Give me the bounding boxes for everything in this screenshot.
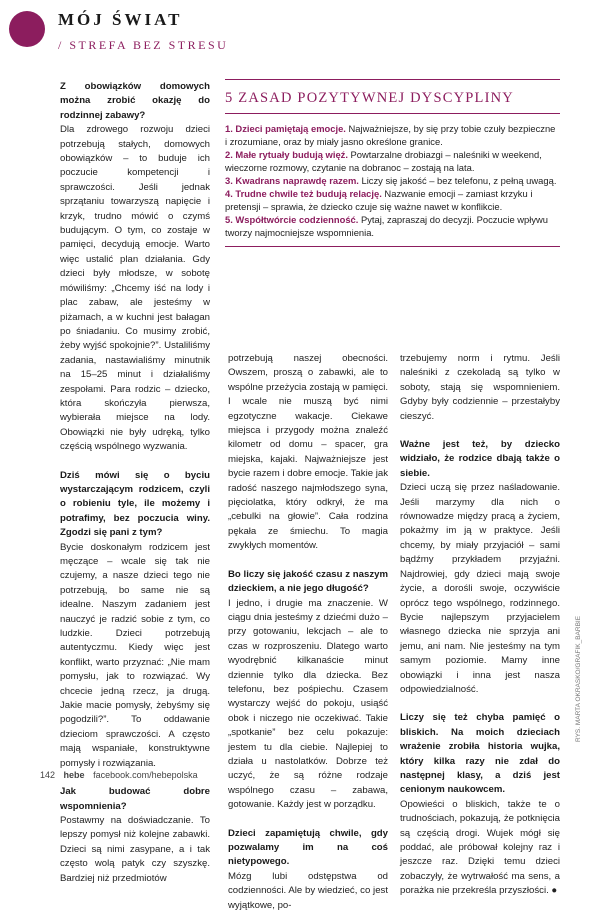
rule-item: 3. Kwadrans naprawdę razem. Liczy się jakość – bez telefonu, z pełną uwagą. — [225, 175, 557, 186]
rules-box — [225, 79, 560, 247]
rule-item: 5. Współtwórcie codzienność. Pytaj, zapraszaj do decyzji. Poczucie wpływu tworzy najmocniejsze wspomnienia. — [225, 214, 549, 238]
brand-name: hebe — [63, 770, 85, 780]
question-3: Jak budować dobre wspomnienia? — [60, 786, 210, 812]
answer-5-cont: trzebujemy norm i rytmu. Jeśli naleśniki z czekoladą są tylko w soboty, stają się wspomnieniem. Gdyby były codziennie – przestałyby cieszyć. — [400, 353, 560, 422]
question-6: Ważne jest też, by dziecko widziało, że rodzice dbają także o siebie. — [400, 439, 560, 479]
section-dot — [9, 11, 45, 47]
section-title: MÓJ ŚWIAT — [58, 10, 183, 29]
answer-3: Postawmy na doświadczanie. To lepszy pomysł niż kolejne zabawki. Dzieci są nimi zasypane, a i tak często wolą patyk czy szyszkę. Bardziej niż przedmiotów — [60, 814, 210, 884]
article-column-2 — [228, 352, 388, 913]
illustration-credit: RYS. MARTA OKRASKO/GRAFIK_BARBIE — [575, 615, 582, 742]
section-subtitle: / STREFA BEZ STRESU — [58, 38, 229, 52]
rule-item: 2. Małe rytuały budują więź. Powtarzalne drobiazgi – naleśniki w weekend, wieczorne rozmowy, czytanie na dobranoc – zostają na lata. — [225, 149, 542, 173]
answer-7: Opowieści o bliskich, także te o trudnościach, pokazują, że potknięcia są częścią drogi. Wujek mógł się poddać, ale próbował kolejny raz i jeszcze raz. Dzięki temu dzieci zobaczyły, że wytrwałość ma sens, a porażka nie przekreśla przyszłości. ● — [400, 798, 560, 897]
answer-1: Dla zdrowego rozwoju dzieci potrzebują stałych, domowych obowiązków – to buduje ich poczucie kompetencji i sprawczości. Jeśli jednak sprzątaniu towarzyszą napięcie i krzyk, trudno mówić o czymś budującym. O tym, co zostaje w pamięci, decydują emocje. Warto więc ustalić plan działania. Gdy dzieci były młodsze, w sobotę mówiliśmy: „Chcemy iść na lody i plac zabaw, ale jesteśmy w piżamach, a w kuchni jest bałagan po śniadaniu. Co musimy zrobić, żeby wyjść spokojnie?”. Ustaliliśmy zadania, nastawialiśmy minutnik na 15–25 minut i działaliśmy zespołami. Para rodzic – dziecko, która skończyła pierwsza, wybierała miejsce na lody. Obowiązki nie były udręką, tylko częścią wspólnego wyzwania. — [60, 124, 210, 453]
page-footer — [40, 770, 204, 780]
question-2: Dziś mówi się o byciu wystarczającym rodzicem, czyli o robieniu tyle, ile możemy i potrafimy, bez poczucia winy. Zgodzi się pani z tym? — [60, 469, 210, 539]
page-number: 142 — [40, 770, 56, 780]
question-1: Z obowiązków domowych można zrobić okazję do rodzinnej zabawy? — [60, 81, 210, 121]
rule-item: 4. Trudne chwile też budują relację. Nazwanie emocji – zamiast krzyku i pretensji – sprawia, że dziecko czuje się ważne nawet w konflikcie. — [225, 188, 533, 212]
question-5: Dzieci zapamiętują chwile, gdy pozwalamy im na coś nietypowego. — [228, 827, 388, 868]
rule-item: 1. Dzieci pamiętają emocje. Najważniejsze, by się przy tobie czuły bezpieczne i zrozumiane, oraz by miały jasno określone granice. — [225, 123, 556, 147]
answer-5: Mózg lubi odstępstwa od codzienności. Ale by wiedzieć, co jest wyjątkowe, po- — [228, 870, 388, 911]
rules-box-title: 5 ZASAD POZYTYWNEJ DYSCYPLINY — [225, 90, 514, 106]
answer-3-cont: potrzebują naszej obecności. Owszem, proszą o zabawki, ale to wspólne przeżycia zostają w pamięci. I wcale nie muszą być nimi egzotyczne wakacje. Ciekawe miejsca i przygody można znaleźć kilometr od domu – spacer, gra miejska, kajaki. Najważniejsze jest bycie razem i dobre emocje. Takie jak radość naszego najmłodszego syna, pięciolatka, który odkrył, że ma „cebulki na głowie”. Cała rodzina pękała ze śmiechu. To magia zwykłych momentów. — [228, 353, 388, 552]
footer-url[interactable]: facebook.com/hebepolska — [93, 770, 198, 780]
answer-4: I jedno, i drugie ma znaczenie. W ciągu dnia jesteśmy z dziećmi dużo – przy gotowaniu, lekcjach – ale to czas w rozproszeniu. Dlatego warto wyodrębnić kilkanaście minut dziennie tylko dla dziecka. Bez telefonu, bez pośpiechu. Czasem wystarczy wejść do pokoju, usiąść obok i niczego nie oczekiwać. Takie „spotkanie” bez celu pokazuje: jestem tu dla ciebie. Najlepiej to działa u nastolatków. Dobrze też uczyć, że są różne rodzaje wspólnego czasu – zabawa, gotowanie. Każdy jest w porządku. — [228, 597, 388, 811]
question-4: Bo liczy się jakość czasu z naszym dzieckiem, a nie jego długość? — [228, 568, 388, 595]
article-column-3 — [400, 352, 560, 899]
question-7: Liczy się też chyba pamięć o bliskich. Na moich dzieciach wrażenie zrobiła historia wujka, który kilka razy nie zdał do następnej klasy, a dziś jest cenionym naukowcem. — [400, 712, 560, 796]
answer-2: Bycie doskonałym rodzicem jest męczące – wcale się tak nie czujemy, a nasze dzieci tego nie potrzebują, bo same nie są idealne. Naszym zadaniem jest nauczyć je radzić sobie z tym, co ludzkie. Dzieci potrzebują autentyczmu. Kiedy więc jest konflikt, warto przyznać: „Nie mam pomysłu, jak to rozwiązać. Wy chcecie jedną rzecz, ja drugą. Jakie macie pomysły, żebyśmy się pogodzili?”. To oddawanie dzieciom sprawczości. A często mają wspaniałe, konstruktywne pomysły i rozwiązania. — [60, 541, 210, 769]
answer-6: Dzieci uczą się przez naśladowanie. Jeśli marzymy dla nich o równowadze między pracą a życiem, pokażmy im ją w praktyce. Jeśli chcemy, by miały przyjaciół – sami bądźmy przykładem przyjaźni. Najdrowiej, gdy dzieci mają swoje życie, a dorośli swoje, oczywiście oprócz tego wspólnego, rodzinnego. Bycie najlepszym przyjacielem własnego dziecka nie sprzyja ani jemu, ani nam. Nie jesteśmy na tym samym poziomie. Mamy inne obowiązki i inna jest nasza odpowiedzialność. — [400, 482, 560, 695]
article-column-1 — [60, 80, 210, 886]
